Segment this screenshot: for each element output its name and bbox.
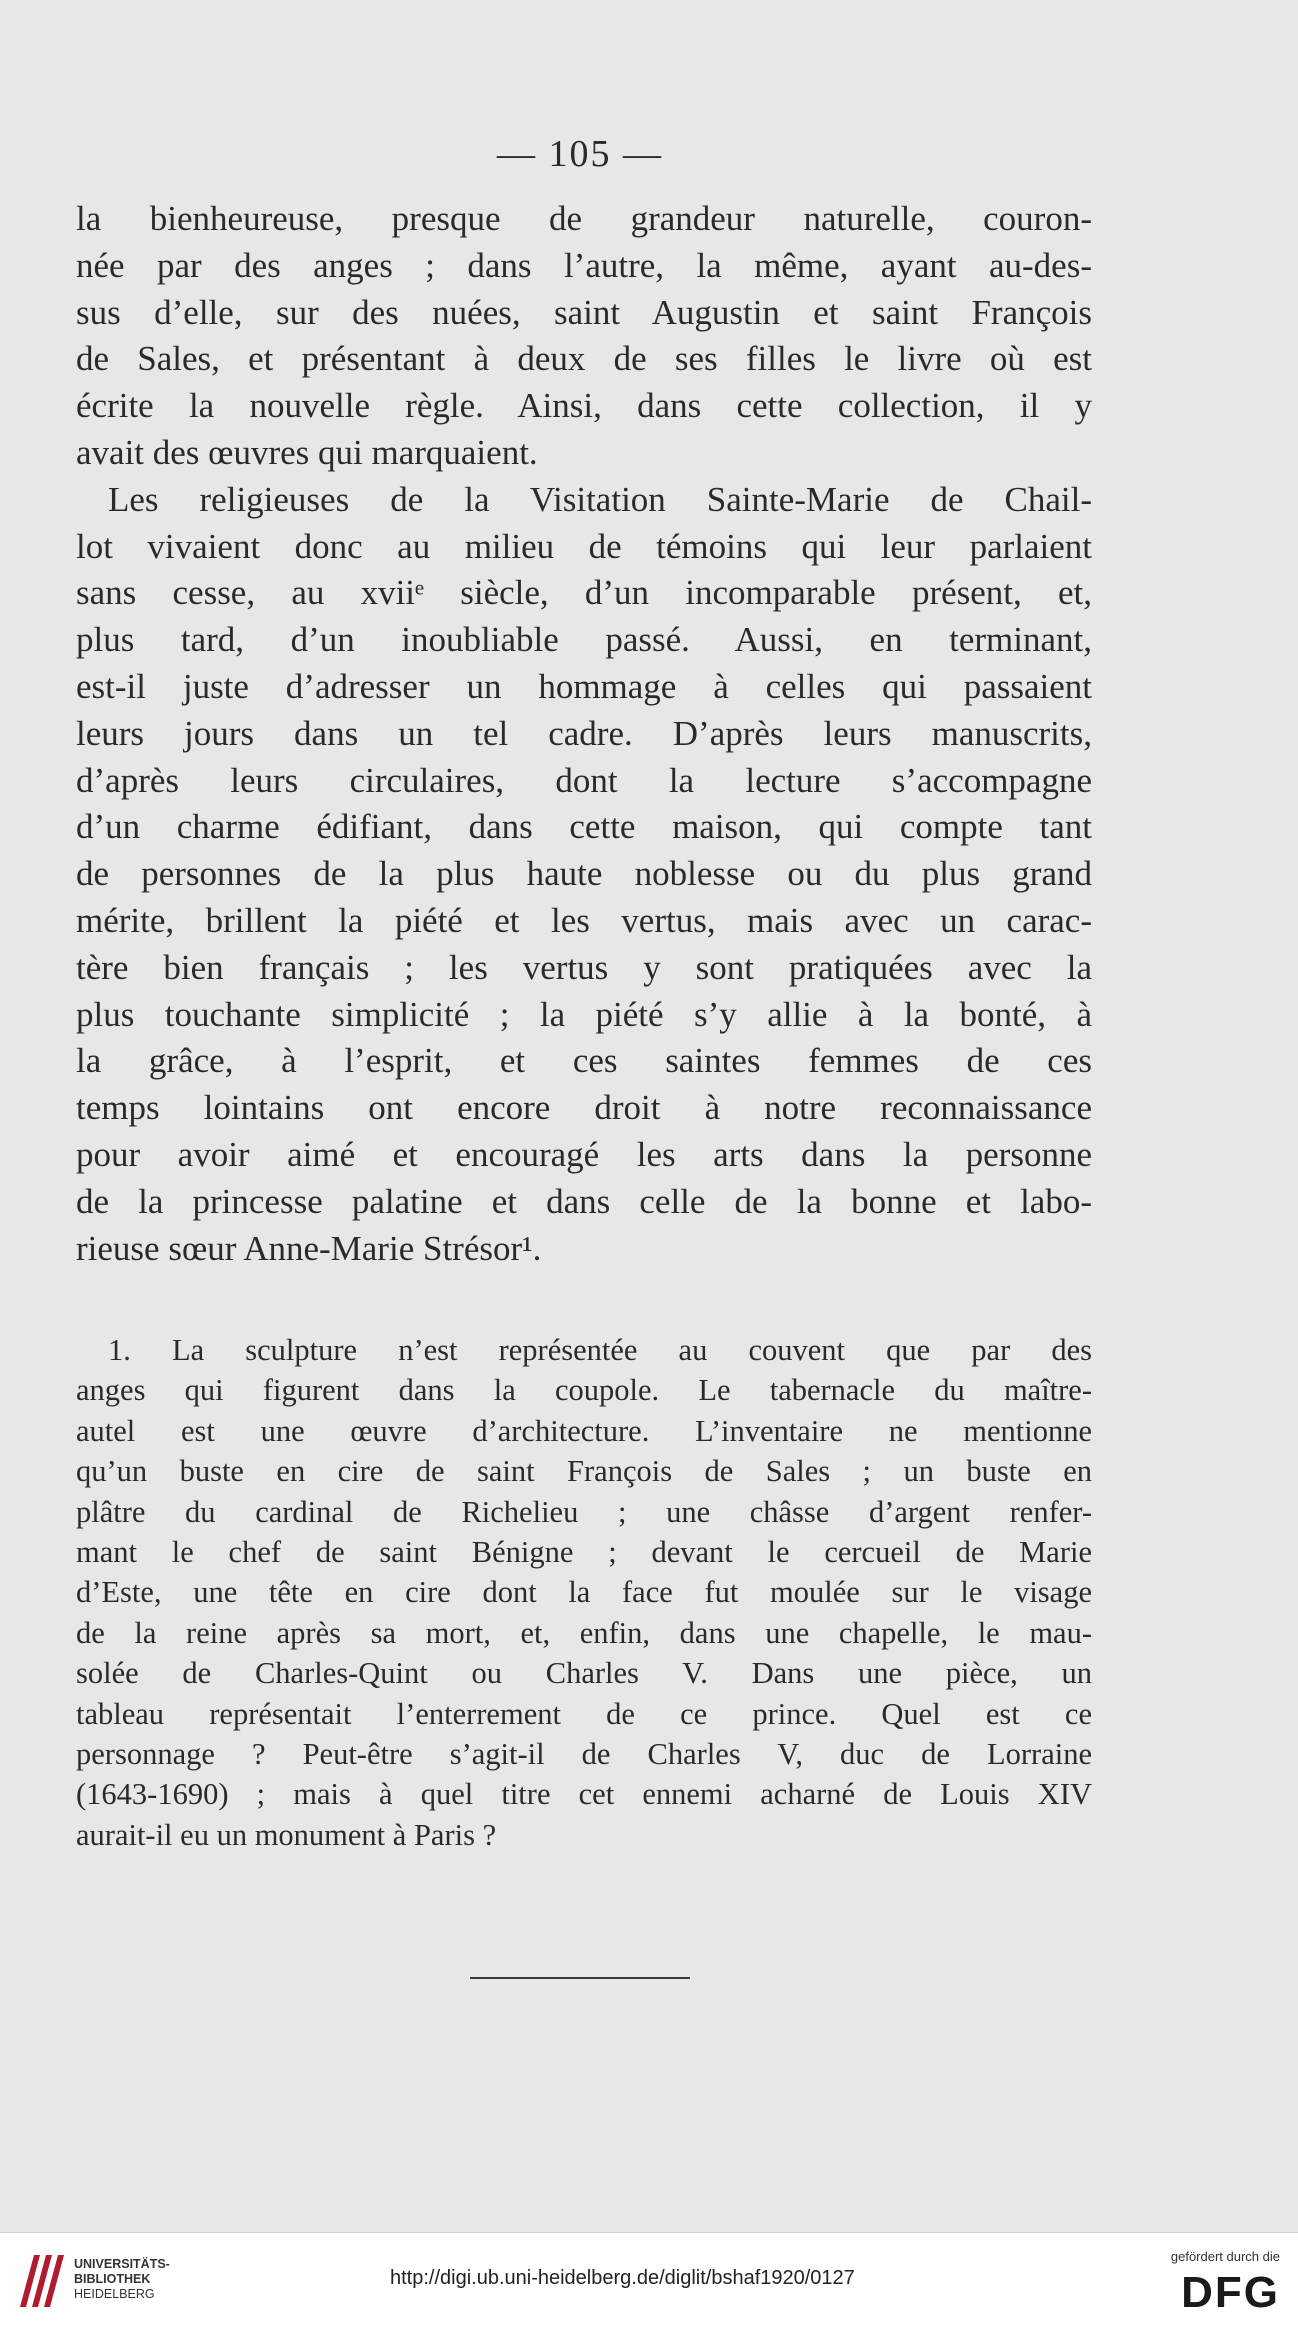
body-line: de la princesse palatine et dans celle de la bonne et labo- <box>76 1181 1092 1221</box>
body-line: plus touchante simplicité ; la piété s’y allie à la bonté, à <box>76 994 1092 1034</box>
end-rule <box>470 1977 690 1979</box>
body-line: tère bien français ; les vertus y sont pratiquées avec la <box>76 947 1092 987</box>
body-line: mérite, brillent la piété et les vertus, mais avec un carac- <box>76 900 1092 940</box>
body-line: née par des anges ; dans l’autre, la même, ayant au-des- <box>76 245 1092 285</box>
footnote-line: tableau représentait l’enterrement de ce prince. Quel est ce <box>76 1696 1092 1731</box>
body-line: de Sales, et présentant à deux de ses filles le livre où est <box>76 339 1092 379</box>
body-line: temps lointains ont encore droit à notre reconnaissance <box>76 1088 1092 1128</box>
university-library-name: UNIVERSITÄTS- BIBLIOTHEK HEIDELBERG <box>74 2257 170 2301</box>
body-line: d’après leurs circulaires, dont la lecture s’accompagne <box>76 760 1092 800</box>
footnote-line: (1643-1690) ; mais à quel titre cet ennemi acharné de Louis XIV <box>76 1777 1092 1812</box>
body-line: écrite la nouvelle règle. Ainsi, dans cette collection, il y <box>76 386 1092 426</box>
footnote-line: aurait-il eu un monument à Paris ? <box>76 1817 497 1852</box>
body-line: de personnes de la plus haute noblesse ou du plus grand <box>76 854 1092 894</box>
university-library-logo-icon <box>14 2247 66 2311</box>
body-line: plus tard, d’un inoubliable passé. Aussi, en terminant, <box>76 620 1092 660</box>
permalink-url[interactable]: http://digi.ub.uni-heidelberg.de/diglit/bshaf1920/0127 <box>390 2267 855 2289</box>
body-line: avait des œuvres qui marquaient. <box>76 432 538 472</box>
dfg-logo: DFG <box>1181 2268 1280 2317</box>
body-line: lot vivaient donc au milieu de témoins qui leur parlaient <box>76 526 1092 566</box>
page-number: — 105 — <box>497 133 663 175</box>
footnote-line: plâtre du cardinal de Richelieu ; une châsse d’argent renfer- <box>76 1494 1092 1529</box>
footnote-line: de la reine après sa mort, et, enfin, dans une chapelle, le mau- <box>76 1615 1092 1650</box>
body-line: sans cesse, au xviiᵉ siècle, d’un incomparable présent, et, <box>76 573 1092 613</box>
footnote-text <box>76 1330 1092 1855</box>
footnote-line: solée de Charles-Quint ou Charles V. Dans une pièce, un <box>76 1656 1092 1691</box>
body-line: d’un charme édifiant, dans cette maison, qui compte tant <box>76 807 1092 847</box>
sponsor-caption: gefördert durch die <box>1170 2249 1280 2264</box>
body-line: leurs jours dans un tel cadre. D’après leurs manuscrits, <box>76 713 1092 753</box>
footnote-line: anges qui figurent dans la coupole. Le tabernacle du maître- <box>76 1373 1092 1408</box>
footnote-line: autel est une œuvre d’architecture. L’inventaire ne mentionne <box>76 1413 1092 1448</box>
body-line: rieuse sœur Anne-Marie Strésor¹. <box>76 1228 542 1268</box>
footnote-line: personnage ? Peut-être s’agit-il de Charles V, duc de Lorraine <box>76 1736 1092 1771</box>
body-line: sus d’elle, sur des nuées, saint Augustin et saint François <box>76 292 1092 332</box>
body-line: Les religieuses de la Visitation Sainte-Marie de Chail- <box>108 479 1092 519</box>
body-line: est-il juste d’adresser un hommage à celles qui passaient <box>76 666 1092 706</box>
body-line: la bienheureuse, presque de grandeur naturelle, couron- <box>76 199 1092 238</box>
body-line: la grâce, à l’esprit, et ces saintes femmes de ces <box>76 1041 1092 1081</box>
footnote-line: qu’un buste en cire de saint François de Sales ; un buste en <box>76 1454 1092 1489</box>
footnote-line: d’Este, une tête en cire dont la face fut moulée sur le visage <box>76 1575 1092 1610</box>
main-text <box>76 196 1092 1272</box>
footnote-line: mant le chef de saint Bénigne ; devant le cercueil de Marie <box>76 1534 1092 1569</box>
body-line: pour avoir aimé et encouragé les arts dans la personne <box>76 1134 1092 1174</box>
footnote-line: 1. La sculpture n’est représentée au couvent que par des <box>108 1333 1092 1367</box>
viewer-footer <box>0 2232 1298 2326</box>
